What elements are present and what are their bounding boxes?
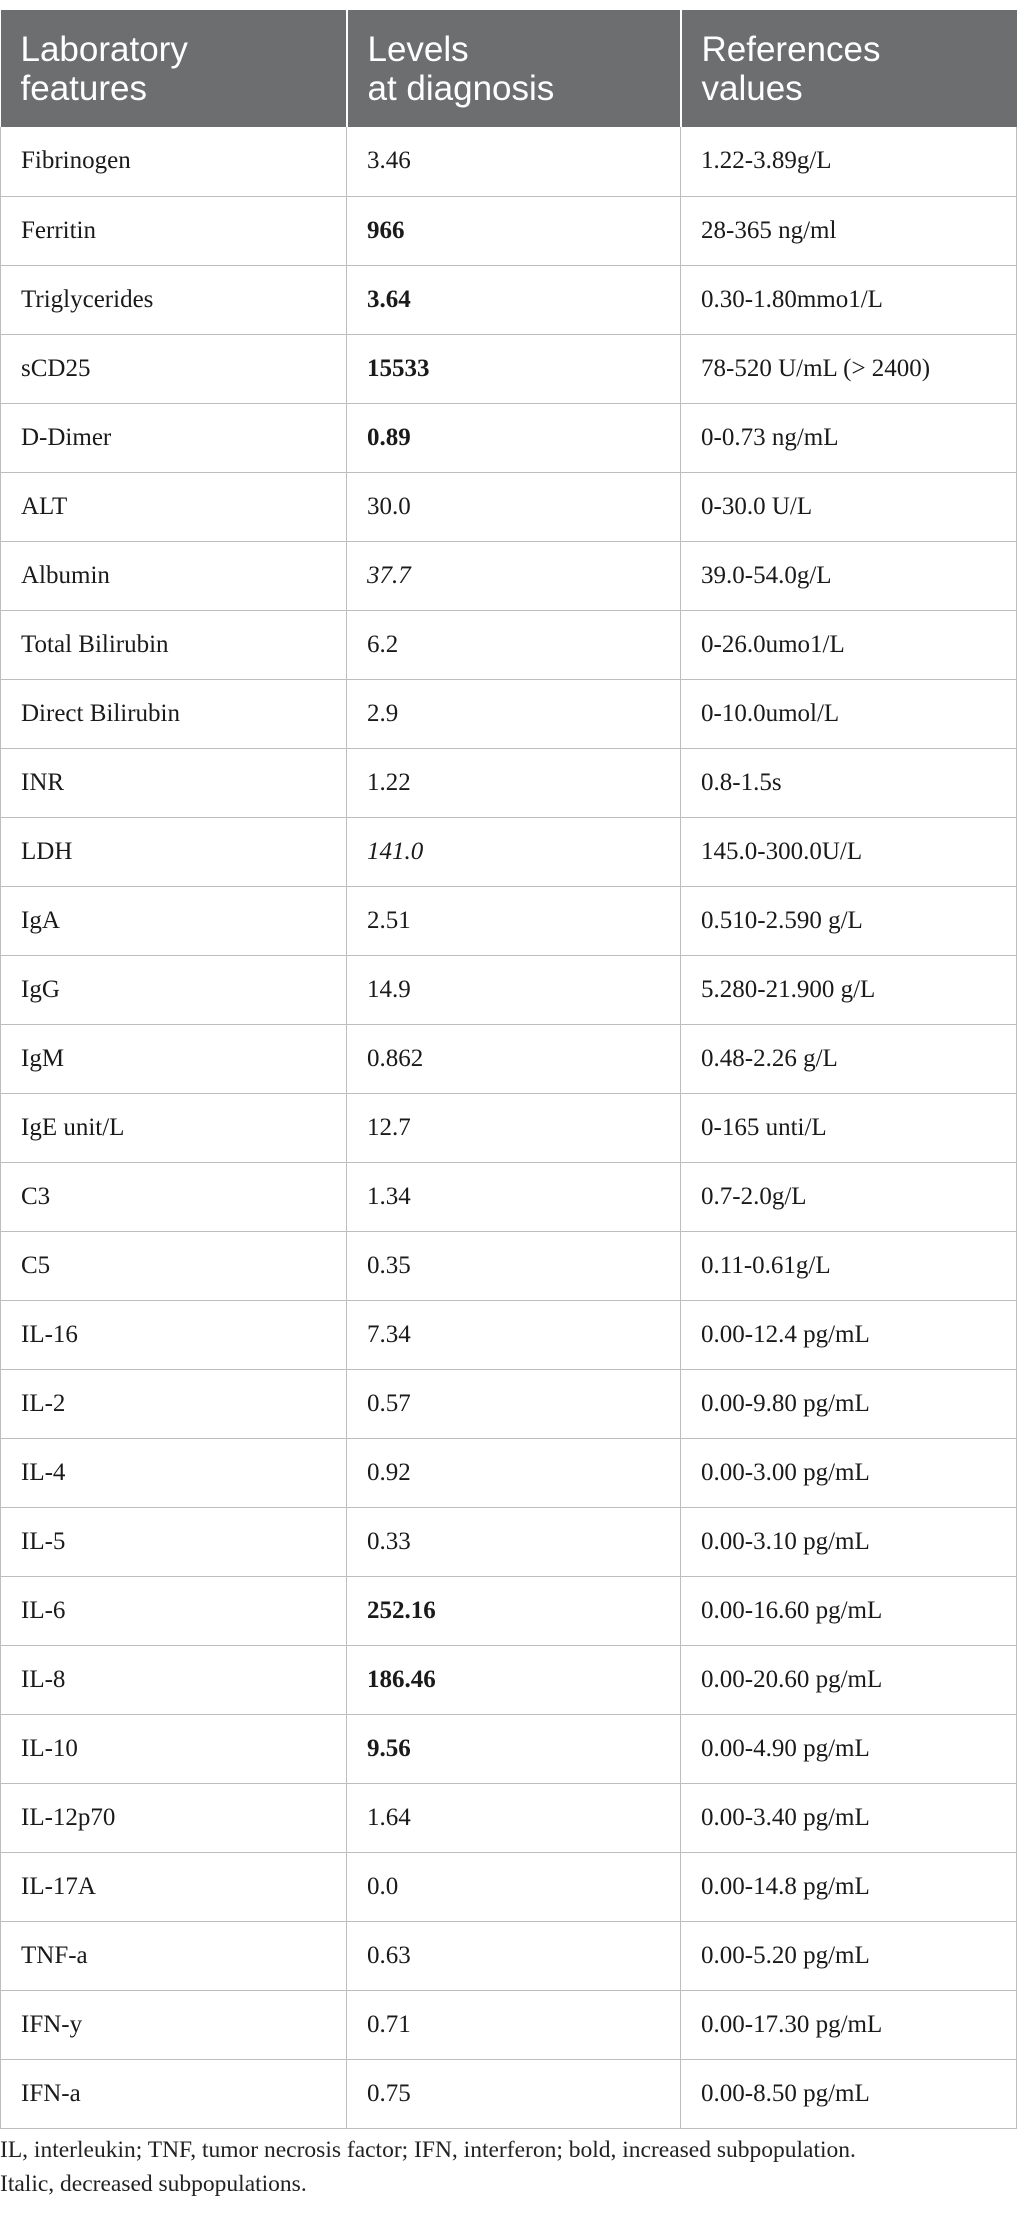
table-row <box>1 1024 1017 1093</box>
cell-feature: IL-4 <box>1 1438 347 1507</box>
table-row <box>1 1990 1017 2059</box>
header-levels-at-diagnosis <box>347 10 681 127</box>
header-line: Laboratory <box>20 29 188 69</box>
cell-feature: IFN-y <box>1 1990 347 2059</box>
cell-feature: IL-2 <box>1 1369 347 1438</box>
cell-level: 7.34 <box>347 1300 681 1369</box>
table-row <box>1 955 1017 1024</box>
cell-reference: 0-10.0umol/L <box>681 679 1017 748</box>
cell-level: 0.63 <box>347 1921 681 1990</box>
cell-reference: 0.11-0.61g/L <box>681 1231 1017 1300</box>
cell-feature: INR <box>1 748 347 817</box>
cell-reference: 0.30-1.80mmo1/L <box>681 265 1017 334</box>
table-row <box>1 403 1017 472</box>
cell-reference: 0-26.0umo1/L <box>681 610 1017 679</box>
cell-level: 0.75 <box>347 2059 681 2128</box>
cell-reference: 0.00-4.90 pg/mL <box>681 1714 1017 1783</box>
table-row <box>1 1162 1017 1231</box>
cell-reference: 0.00-14.8 pg/mL <box>681 1852 1017 1921</box>
cell-level: 12.7 <box>347 1093 681 1162</box>
cell-level: 3.46 <box>347 127 681 196</box>
cell-feature: TNF-a <box>1 1921 347 1990</box>
lab-features-table <box>0 10 1017 2129</box>
cell-feature: IgA <box>1 886 347 955</box>
cell-reference: 0.00-20.60 pg/mL <box>681 1645 1017 1714</box>
cell-level: 0.57 <box>347 1369 681 1438</box>
cell-feature: Fibrinogen <box>1 127 347 196</box>
cell-reference: 0.00-3.00 pg/mL <box>681 1438 1017 1507</box>
cell-feature: IgG <box>1 955 347 1024</box>
cell-reference: 0.00-17.30 pg/mL <box>681 1990 1017 2059</box>
cell-level: 30.0 <box>347 472 681 541</box>
cell-reference: 0.00-12.4 pg/mL <box>681 1300 1017 1369</box>
table-row <box>1 748 1017 817</box>
cell-feature: Ferritin <box>1 196 347 265</box>
cell-reference: 0.48-2.26 g/L <box>681 1024 1017 1093</box>
cell-feature: IL-8 <box>1 1645 347 1714</box>
table-row <box>1 610 1017 679</box>
cell-level: 2.51 <box>347 886 681 955</box>
table-body <box>1 127 1017 2128</box>
table-row <box>1 817 1017 886</box>
cell-level: 0.35 <box>347 1231 681 1300</box>
table-row <box>1 196 1017 265</box>
cell-feature: IgE unit/L <box>1 1093 347 1162</box>
cell-level: 37.7 <box>347 541 681 610</box>
cell-level: 1.64 <box>347 1783 681 1852</box>
header-row <box>1 10 1017 127</box>
cell-feature: C3 <box>1 1162 347 1231</box>
cell-feature: LDH <box>1 817 347 886</box>
cell-reference: 39.0-54.0g/L <box>681 541 1017 610</box>
cell-feature: IL-5 <box>1 1507 347 1576</box>
cell-feature: IL-6 <box>1 1576 347 1645</box>
table-row <box>1 472 1017 541</box>
cell-feature: sCD25 <box>1 334 347 403</box>
table-row <box>1 679 1017 748</box>
table-row <box>1 1645 1017 1714</box>
table-row <box>1 1231 1017 1300</box>
cell-reference: 0.00-3.40 pg/mL <box>681 1783 1017 1852</box>
table-row <box>1 1093 1017 1162</box>
footnote-line: Italic, decreased subpopulations. <box>0 2171 307 2197</box>
cell-level: 141.0 <box>347 817 681 886</box>
table-row <box>1 1783 1017 1852</box>
table-header <box>1 10 1017 127</box>
cell-level: 0.33 <box>347 1507 681 1576</box>
cell-reference: 0.8-1.5s <box>681 748 1017 817</box>
cell-feature: IL-10 <box>1 1714 347 1783</box>
cell-reference: 78-520 U/mL (> 2400) <box>681 334 1017 403</box>
cell-reference: 0.00-5.20 pg/mL <box>681 1921 1017 1990</box>
table-row <box>1 1921 1017 1990</box>
table-row <box>1 1852 1017 1921</box>
cell-level: 3.64 <box>347 265 681 334</box>
lab-table-container <box>0 10 1016 2129</box>
table-row <box>1 886 1017 955</box>
cell-feature: IFN-a <box>1 2059 347 2128</box>
cell-feature: IL-17A <box>1 1852 347 1921</box>
table-row <box>1 2059 1017 2128</box>
cell-reference: 28-365 ng/ml <box>681 196 1017 265</box>
header-reference-values <box>681 10 1017 127</box>
header-line: References <box>701 29 881 69</box>
cell-feature: IL-12p70 <box>1 1783 347 1852</box>
cell-level: 966 <box>347 196 681 265</box>
cell-level: 1.22 <box>347 748 681 817</box>
table-row <box>1 1300 1017 1369</box>
header-line: at diagnosis <box>367 68 555 108</box>
table-footnote <box>0 2133 1016 2201</box>
table-row <box>1 1714 1017 1783</box>
cell-reference: 145.0-300.0U/L <box>681 817 1017 886</box>
cell-level: 0.71 <box>347 1990 681 2059</box>
cell-level: 186.46 <box>347 1645 681 1714</box>
cell-level: 1.34 <box>347 1162 681 1231</box>
cell-level: 0.89 <box>347 403 681 472</box>
table-row <box>1 1576 1017 1645</box>
table-row <box>1 334 1017 403</box>
cell-level: 0.862 <box>347 1024 681 1093</box>
cell-feature: IgM <box>1 1024 347 1093</box>
table-row <box>1 127 1017 196</box>
cell-reference: 0.00-9.80 pg/mL <box>681 1369 1017 1438</box>
cell-reference: 0.00-8.50 pg/mL <box>681 2059 1017 2128</box>
cell-feature: Triglycerides <box>1 265 347 334</box>
cell-feature: Total Bilirubin <box>1 610 347 679</box>
cell-feature: D-Dimer <box>1 403 347 472</box>
table-row <box>1 1369 1017 1438</box>
table-row <box>1 1438 1017 1507</box>
cell-level: 0.92 <box>347 1438 681 1507</box>
cell-feature: ALT <box>1 472 347 541</box>
footnote-line: IL, interleukin; TNF, tumor necrosis factor; IFN, interferon; bold, increased subpopulation. <box>0 2137 856 2163</box>
cell-level: 0.0 <box>347 1852 681 1921</box>
cell-reference: 0.00-3.10 pg/mL <box>681 1507 1017 1576</box>
cell-reference: 0.00-16.60 pg/mL <box>681 1576 1017 1645</box>
header-line: Levels <box>367 29 469 69</box>
header-laboratory-features <box>1 10 347 127</box>
cell-level: 9.56 <box>347 1714 681 1783</box>
header-line: values <box>701 68 803 108</box>
cell-reference: 0-30.0 U/L <box>681 472 1017 541</box>
cell-reference: 0-165 unti/L <box>681 1093 1017 1162</box>
cell-feature: Albumin <box>1 541 347 610</box>
cell-level: 6.2 <box>347 610 681 679</box>
cell-level: 15533 <box>347 334 681 403</box>
cell-level: 252.16 <box>347 1576 681 1645</box>
cell-reference: 1.22-3.89g/L <box>681 127 1017 196</box>
cell-reference: 0.7-2.0g/L <box>681 1162 1017 1231</box>
table-row <box>1 541 1017 610</box>
cell-feature: Direct Bilirubin <box>1 679 347 748</box>
cell-reference: 0-0.73 ng/mL <box>681 403 1017 472</box>
header-line: features <box>20 68 147 108</box>
cell-reference: 0.510-2.590 g/L <box>681 886 1017 955</box>
cell-feature: IL-16 <box>1 1300 347 1369</box>
table-row <box>1 265 1017 334</box>
cell-level: 14.9 <box>347 955 681 1024</box>
table-row <box>1 1507 1017 1576</box>
cell-feature: C5 <box>1 1231 347 1300</box>
cell-reference: 5.280-21.900 g/L <box>681 955 1017 1024</box>
cell-level: 2.9 <box>347 679 681 748</box>
